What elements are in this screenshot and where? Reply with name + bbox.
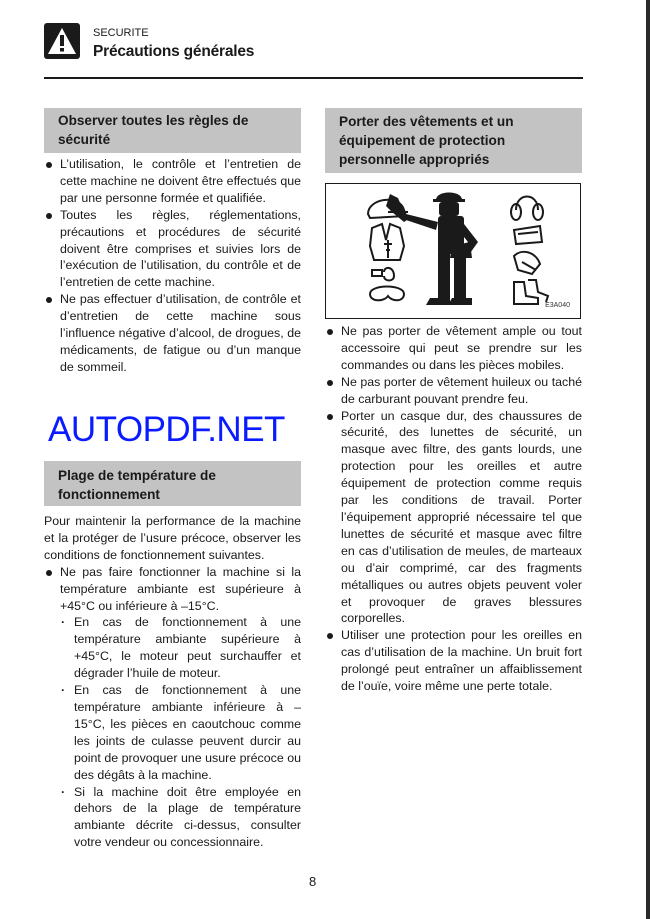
bullet-list [325,323,582,695]
watermark: AUTOPDF.NET [48,410,285,449]
page-title: Précautions générales [93,43,255,60]
ear-muffs-icon [511,197,543,221]
list-item: L’utilisation, le contrôle et l’entretien de cette machine ne doivent être effectués que par une personne formée et qualifiée. [44,156,301,207]
section-protective-equipment [325,108,582,695]
section-category: SECURITE [93,27,149,39]
list-item: Ne pas faire fonctionner la machine si la température ambiante est supérieure à +45°C ou inférieure à –15°C. [44,564,301,615]
page-number: 8 [309,874,317,889]
list-item: Utiliser une protection pour les oreilles en cas d’utilisation de la machine. Un bruit fort prolongé peut entraîner un affaiblissement de l’ouïe, voire même une perte totale. [325,627,582,695]
sub-list [44,614,301,851]
list-item: Toutes les règles, réglementations, précautions et procédures de sécurité doivent être comprises et suivies lors de l’exécution de l’utilisation, du contrôle et de l’entretien de cette machine. [44,207,301,292]
figure-code: E3A040 [545,302,570,310]
safety-vest-icon [370,224,404,260]
ear-plugs-icon [372,268,394,281]
page-header [44,23,584,80]
gloves-icon [514,252,540,274]
face-mask-icon [514,226,542,244]
goggles-icon [370,287,404,301]
list-item: Porter un casque dur, des chaussures de sécurité, des lunettes de sécurité, un masque avec filtre, des gants lourds, une protection pour les oreilles et autre équipement de protection comme requis par les conditions de travail. Porter l’équipement approprié nécessaire tel que lunettes de sécurité et masque avec filtre en cas d’utilisation de meules, de marteaux ou d’air comprimé, car des fragments métalliques ou autres objets peuvent voler et provoquer de graves blessures corporelles. [325,408,582,628]
section-title: Plage de température de fonctionnement [44,461,301,506]
list-item: Ne pas porter de vêtement huileux ou taché de carburant pouvant prendre feu. [325,374,582,408]
sub-list-item: · En cas de fonctionnement à une température ambiante supérieure à +45°C, le moteur peut surchauffer et dégrader l’huile de moteur. [44,614,301,682]
bullet-list [44,156,301,376]
safety-boots-icon [514,280,548,304]
section-temperature-range [44,461,301,851]
page-edge [646,0,650,919]
section-safety-rules [44,108,301,376]
section-title: Observer toutes les règles de sécurité [44,108,301,153]
list-item: Ne pas effectuer d’utilisation, de contrôle et d’entretien de cette machine sous l’influence négative d’alcool, de drogues, de médicaments, de fatigue ou d’un manque de sommeil. [44,291,301,376]
list-item: Ne pas porter de vêtement ample ou tout accessoire qui peut se prendre sur les commandes ou dans les pièces mobiles. [325,323,582,374]
bullet-list [44,564,301,615]
sub-list-item: · En cas de fonctionnement à une température ambiante inférieure à –15°C, les pièces en caoutchouc comme les joints de culasse peuvent durcir au point de provoquer une usure précoce ou des dégâts à la machine. [44,682,301,783]
intro-paragraph: Pour maintenir la performance de la machine et la protéger de l’usure précoce, observer les conditions de fonctionnement suivantes. [44,514,301,562]
sub-list-item: · Si la machine doit être employée en dehors de la plage de température ambiante décrite ci-dessus, consulter votre vendeur ou concessionnaire. [44,784,301,852]
section-title: Porter des vêtements et un équipement de protection personnelle appropriés [325,108,582,173]
ppe-illustration [325,183,581,319]
warning-triangle-icon [44,23,80,59]
header-divider [44,77,583,79]
